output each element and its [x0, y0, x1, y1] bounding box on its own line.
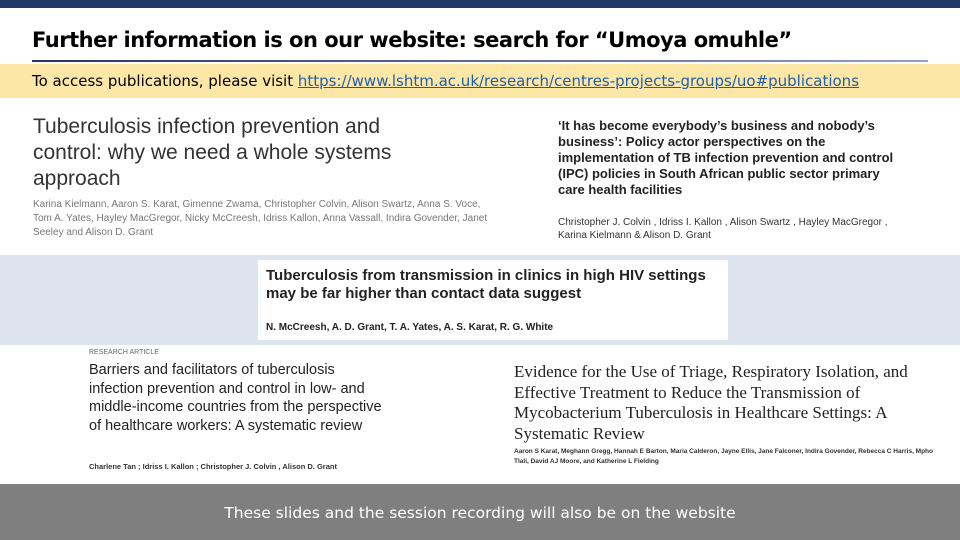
publication-5-title: Evidence for the Use of Triage, Respiratory Isolation, and Effective Treatment to Reduce the Transmission of Mycobacterium Tuberculosis in Healthcare Settings: A Systematic Review [514, 362, 908, 443]
publication-2-title: ‘It has become everybody’s business and nobody’s business’: Policy actor perspectives on the implementation of TB infection prevention and control (IPC) policies in South African public sector primary care health facilities [558, 118, 894, 197]
footer-banner [0, 484, 960, 540]
publication-3-title: Tuberculosis from transmission in clinics in high HIV settings may be far higher than contact data suggest [266, 267, 706, 302]
publications-notice [0, 64, 960, 98]
slide-title: Further information is on our website: search for “Umoya omuhle” [32, 28, 792, 52]
notice-text: To access publications, please visit [32, 72, 298, 90]
publication-4-label: RESEARCH ARTICLE [89, 349, 159, 356]
publication-1-authors: Karina Kielmann, Aaron S. Karat, Gimenne Zwama, Christopher Colvin, Alison Swartz, Anna S. Voce, Tom A. Yates, Hayley MacGregor, Nicky McCreesh, Idriss Kallon, Anna Vassall, Indira Govender, Janet Seeley and Alison D. Grant [33, 199, 488, 238]
publications-link[interactable]: https://www.lshtm.ac.uk/research/centres-projects-groups/uo#publications [297, 72, 860, 90]
footer-text: These slides and the session recording will also be on the website [224, 504, 736, 522]
top-bar [0, 0, 960, 8]
publication-5-authors: Aaron S Karat, Meghann Gregg, Hannah E Barton, Maria Calderon, Jayne Ellis, Jane Falconer, Indira Govender, Rebecca C Harris, Mpho Tlali, David AJ Moore, and Katherine L Fielding [514, 448, 934, 465]
publication-3-authors: N. McCreesh, A. D. Grant, T. A. Yates, A. S. Karat, R. G. White [266, 322, 554, 333]
title-underline [32, 60, 928, 62]
publication-2-authors: Christopher J. Colvin , Idriss I. Kallon , Alison Swartz , Hayley MacGregor , Karina Kielmann & Alison D. Grant [558, 217, 888, 241]
publication-1-title: Tuberculosis infection prevention and control: why we need a whole systems approach [33, 115, 392, 190]
publication-4-title: Barriers and facilitators of tuberculosis infection prevention and control in low- and middle-income countries from the perspective of healthcare workers: A systematic review [89, 362, 382, 434]
publication-4-authors: Charlene Tan ; Idriss I. Kallon ; Christopher J. Colvin , Alison D. Grant [89, 462, 337, 471]
